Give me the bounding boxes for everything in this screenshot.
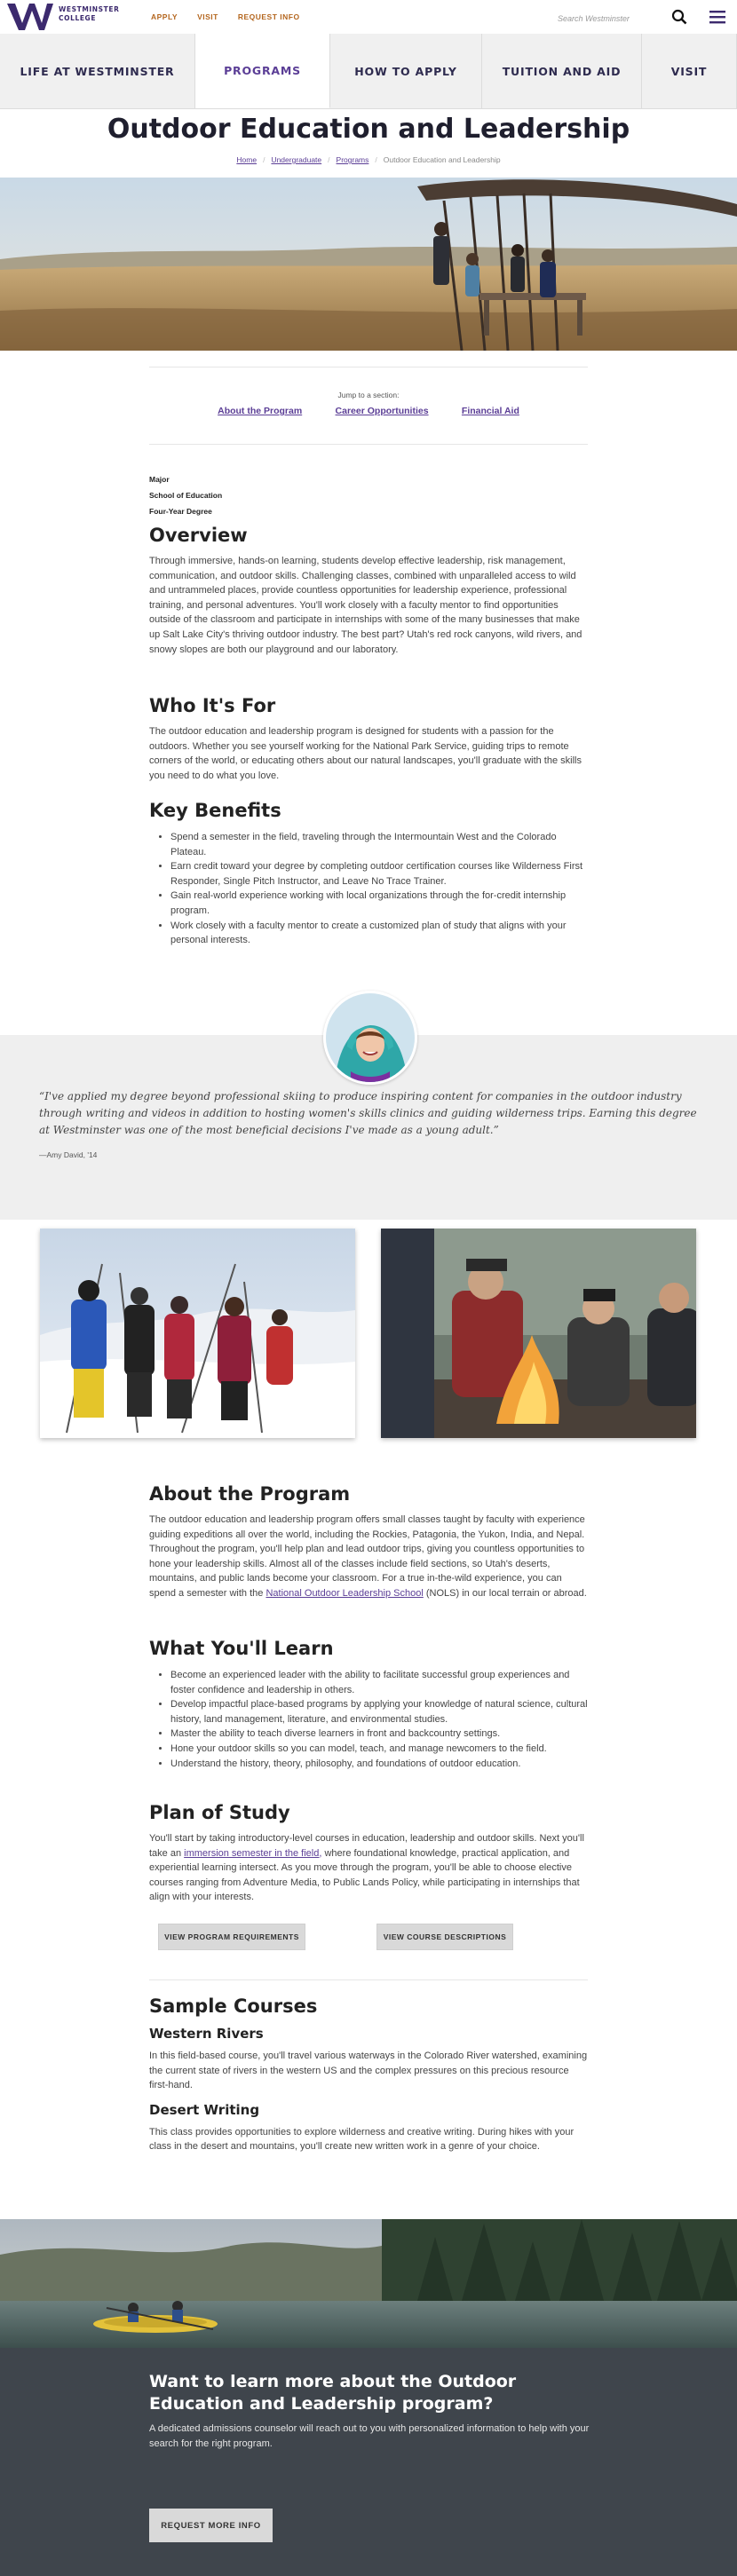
- jump-about-program[interactable]: About the Program: [218, 406, 303, 416]
- benefits-section: [149, 800, 588, 948]
- meta-school: School of Education: [149, 491, 223, 500]
- river-rafting-image: [0, 2219, 737, 2348]
- course-description: This class provides opportunities to explore wilderness and creative writing. During hikes with your class in the desert and mountains, you'll create new written work in a genre of your choice.: [149, 2126, 575, 2153]
- jump-links: [0, 404, 737, 416]
- breadcrumb: Home / Undergraduate / Programs / Outdoor Education and Leadership: [236, 155, 501, 164]
- divider: [149, 1979, 588, 1980]
- list-item: • Work closely with a faculty mentor to create a customized plan of study that aligns with your personal interests.: [170, 919, 588, 948]
- breadcrumb-home[interactable]: Home: [236, 155, 258, 164]
- top-bar: [0, 0, 737, 35]
- plan-text: You'll start by taking introductory-level courses in education, leadership and outdoor skills. Next you'll take an immersion semester in the field, where foundational knowledge, practical application, and experiential learning intersect. As you move through the program, you'll be able to choose elective courses ranging from Adventure Media, to Public Lands Policy, while participating in internships that align with your interests.: [149, 1833, 584, 1903]
- nav-visit[interactable]: VISIT: [642, 34, 737, 108]
- learn-list: [149, 1668, 588, 1771]
- plan-section: [149, 1802, 588, 1905]
- testimonial-quote: “I've applied my degree beyond professional skiing to produce inspiring content for companies in the outdoor industry through writing and videos in addition to hosting women's skills clinics and guiding wilderness trips. Earning this degree at Westminster was one of the most beneficial decisions I've made as a young adult.”: [39, 1090, 697, 1136]
- westminster-logo[interactable]: [7, 4, 158, 30]
- page-title: Outdoor Education and Leadership: [107, 114, 630, 145]
- list-item: • Develop impactful place-based programs by applying your knowledge of natural science, cultural history, land management, literature, and environmental studies.: [170, 1697, 588, 1727]
- list-item: • Become an experienced leader with the ability to facilitate successful group experiences and foster confidence and leadership in others.: [170, 1668, 588, 1697]
- overview-heading: Overview: [149, 525, 248, 546]
- search-input[interactable]: Search Westminster: [558, 14, 630, 23]
- breadcrumb-programs[interactable]: Programs: [336, 155, 369, 164]
- learn-section: [149, 1638, 588, 1771]
- benefits-list: [149, 830, 588, 948]
- view-program-requirements-button[interactable]: VIEW PROGRAM REQUIREMENTS: [158, 1924, 305, 1950]
- jump-financial-aid[interactable]: Financial Aid: [461, 406, 519, 416]
- apply-link[interactable]: APPLY: [151, 12, 178, 21]
- list-item: • Master the ability to teach diverse learners in front and backcountry settings.: [170, 1727, 588, 1742]
- campfire-photo: [381, 1229, 696, 1438]
- list-item: • Spend a semester in the field, traveling through the Intermountain West and the Colorado Plateau.: [170, 830, 588, 859]
- course-title: Western Rivers: [149, 2026, 264, 2042]
- breadcrumb-current: Outdoor Education and Leadership: [383, 155, 501, 164]
- program-meta: [149, 471, 222, 519]
- nols-link[interactable]: National Outdoor Leadership School: [265, 1587, 424, 1599]
- ski-group-photo: [40, 1229, 355, 1438]
- search-icon[interactable]: [671, 9, 687, 25]
- who-heading: Who It's For: [149, 695, 276, 716]
- sample-courses-section: [149, 1995, 588, 2154]
- course-title: Desert Writing: [149, 2101, 260, 2118]
- benefits-heading: Key Benefits: [149, 800, 281, 821]
- testimonial-avatar: [323, 991, 417, 1085]
- testimonial-author: —Amy David, '14: [39, 1150, 98, 1159]
- utility-nav: [151, 12, 300, 21]
- divider: [149, 444, 588, 445]
- immersion-semester-link[interactable]: immersion semester in the field,: [184, 1847, 322, 1859]
- request-info-link[interactable]: REQUEST INFO: [237, 12, 300, 21]
- about-text: The outdoor education and leadership program offers small classes taught by faculty with experience guiding expeditions all over the world, including the Rockies, Patagonia, the Yukon, India, and Nepal. Throughout the program, you'll help plan and lead outdoor trips, giving you countless opportunities to hone your leadership skills. Almost all of the classes include field sections, so Utah's deserts, mountains, and public lands become your classroom. For a true in-the-wild experience, you can spend a semester with the National Outdoor Leadership School (NOLS) in our local terrain or abroad.: [149, 1514, 587, 1599]
- visit-link[interactable]: VISIT: [197, 12, 218, 21]
- cta-heading: Want to learn more about the Outdoor Education and Leadership program?: [149, 2372, 517, 2414]
- logo-w-mark: [7, 4, 53, 30]
- view-course-descriptions-button[interactable]: VIEW COURSE DESCRIPTIONS: [376, 1924, 513, 1950]
- learn-heading: What You'll Learn: [149, 1638, 334, 1659]
- about-heading: About the Program: [149, 1483, 351, 1505]
- jump-label: Jump to a section:: [337, 391, 400, 399]
- jump-career-opportunities[interactable]: Career Opportunities: [335, 406, 429, 416]
- cta-text: A dedicated admissions counselor will reach out to you with personalized information to help with your search for the right program.: [149, 2423, 590, 2449]
- meta-major: Major: [149, 475, 170, 484]
- nav-how-to-apply[interactable]: HOW TO APPLY: [330, 34, 482, 108]
- list-item: • Earn credit toward your degree by completing outdoor certification courses like Wilderness First Responder, Single Pitch Instructor, and Leave No Trace Trainer.: [170, 859, 588, 889]
- sample-courses-heading: Sample Courses: [149, 1995, 318, 2017]
- who-section: [149, 695, 588, 783]
- overview-section: [149, 525, 588, 657]
- breadcrumb-undergraduate[interactable]: Undergraduate: [271, 155, 322, 164]
- nav-tuition-and-aid[interactable]: TUITION AND AID: [482, 34, 642, 108]
- list-item: • Hone your outdoor skills so you can model, teach, and manage newcomers to the field.: [170, 1742, 588, 1757]
- list-item: • Understand the history, theory, philosophy, and foundations of outdoor education.: [170, 1757, 588, 1772]
- nav-programs[interactable]: PROGRAMS: [195, 34, 330, 108]
- plan-heading: Plan of Study: [149, 1802, 290, 1823]
- nav-life-at-westminster[interactable]: LIFE AT WESTMINSTER: [0, 34, 195, 108]
- hamburger-menu-icon[interactable]: [709, 9, 726, 25]
- who-text: The outdoor education and leadership program is designed for students with a passion for the outdoors. Whether you see yourself working for the National Park Service, guiding trips to remote corners of the world, or educating others about our natural landscapes, you'll graduate with the skills you need to do what you love.: [149, 726, 582, 781]
- main-nav: [0, 34, 737, 109]
- course-description: In this field-based course, you'll travel various waterways in the Colorado River watershed, examining the current state of rivers in the western US and the complex pressures on this precious resource first-hand.: [149, 2051, 588, 2091]
- about-section: [149, 1483, 588, 1601]
- request-more-info-button[interactable]: REQUEST MORE INFO: [149, 2509, 273, 2542]
- hero-image: [0, 178, 737, 351]
- logo-line2: COLLEGE: [59, 14, 97, 22]
- list-item: • Gain real-world experience working with local organizations through the for-credit internship program.: [170, 889, 588, 918]
- overview-text: Through immersive, hands-on learning, students develop effective leadership, risk management, communication, and outdoor skills. Challenging classes, combined with unparalleled access to wild and untrammeled places, provide countless opportunities for leadership experience, professional training, and personal adventures. You'll work closely with a faculty mentor to find opportunities outside of the classroom and participate in internships with some of the many businesses that make up Salt Lake City's thriving outdoor industry. The best part? Utah's red rock canyons, wild rivers, and snowy slopes are both our playground and our laboratory.: [149, 556, 582, 655]
- logo-line1: WESTMINSTER: [59, 5, 120, 13]
- meta-degree: Four-Year Degree: [149, 507, 212, 516]
